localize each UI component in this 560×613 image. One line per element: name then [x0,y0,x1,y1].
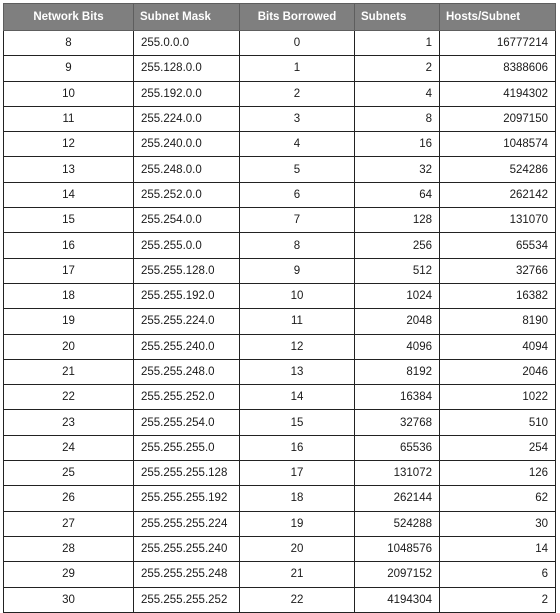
bits-borrowed-cell: 16 [240,435,355,460]
network-bits-cell: 16 [4,233,134,258]
network-bits-cell: 9 [4,56,134,81]
subnet-mask-cell: 255.255.224.0 [134,309,240,334]
subnets-cell: 4 [355,81,440,106]
table-row [4,461,556,486]
bits-borrowed-cell: 20 [240,536,355,561]
network-bits-cell: 24 [4,435,134,460]
bits-borrowed-cell: 9 [240,258,355,283]
subnets-cell: 2097152 [355,562,440,587]
subnets-cell: 524288 [355,511,440,536]
table-row [4,81,556,106]
subnet-table [3,3,556,613]
table-row [4,56,556,81]
table-row [4,258,556,283]
table-row [4,132,556,157]
table-body [4,31,556,613]
hosts-per-subnet-cell: 510 [440,410,556,435]
network-bits-cell: 29 [4,562,134,587]
bits-borrowed-cell: 18 [240,486,355,511]
hosts-per-subnet-cell: 32766 [440,258,556,283]
subnet-mask-cell: 255.255.255.128 [134,461,240,486]
subnets-cell: 131072 [355,461,440,486]
column-header-bits-borrowed: Bits Borrowed [240,4,355,31]
subnet-mask-cell: 255.255.248.0 [134,359,240,384]
network-bits-cell: 22 [4,385,134,410]
bits-borrowed-cell: 19 [240,511,355,536]
subnets-cell: 32768 [355,410,440,435]
table-row [4,435,556,460]
hosts-per-subnet-cell: 254 [440,435,556,460]
bits-borrowed-cell: 8 [240,233,355,258]
subnet-mask-cell: 255.255.255.192 [134,486,240,511]
subnet-mask-cell: 255.248.0.0 [134,157,240,182]
subnet-mask-cell: 255.255.254.0 [134,410,240,435]
subnets-cell: 256 [355,233,440,258]
subnets-cell: 16 [355,132,440,157]
subnets-cell: 8192 [355,359,440,384]
network-bits-cell: 10 [4,81,134,106]
bits-borrowed-cell: 21 [240,562,355,587]
network-bits-cell: 26 [4,486,134,511]
table-row [4,359,556,384]
subnets-cell: 2 [355,56,440,81]
network-bits-cell: 12 [4,132,134,157]
subnet-mask-cell: 255.224.0.0 [134,106,240,131]
network-bits-cell: 11 [4,106,134,131]
table-row [4,31,556,56]
hosts-per-subnet-cell: 2046 [440,359,556,384]
bits-borrowed-cell: 12 [240,334,355,359]
hosts-per-subnet-cell: 8190 [440,309,556,334]
hosts-per-subnet-cell: 14 [440,536,556,561]
hosts-per-subnet-cell: 126 [440,461,556,486]
table-row [4,106,556,131]
hosts-per-subnet-cell: 4094 [440,334,556,359]
subnet-mask-cell: 255.255.255.248 [134,562,240,587]
subnets-cell: 1024 [355,283,440,308]
network-bits-cell: 27 [4,511,134,536]
subnets-cell: 1048576 [355,536,440,561]
hosts-per-subnet-cell: 1048574 [440,132,556,157]
subnets-cell: 32 [355,157,440,182]
subnet-mask-cell: 255.255.128.0 [134,258,240,283]
table-row [4,511,556,536]
network-bits-cell: 14 [4,182,134,207]
subnets-cell: 262144 [355,486,440,511]
hosts-per-subnet-cell: 2 [440,587,556,612]
table-row [4,385,556,410]
bits-borrowed-cell: 10 [240,283,355,308]
hosts-per-subnet-cell: 30 [440,511,556,536]
bits-borrowed-cell: 4 [240,132,355,157]
subnets-cell: 65536 [355,435,440,460]
subnet-mask-cell: 255.255.255.252 [134,587,240,612]
table-row [4,157,556,182]
hosts-per-subnet-cell: 2097150 [440,106,556,131]
network-bits-cell: 25 [4,461,134,486]
table-row [4,587,556,612]
bits-borrowed-cell: 17 [240,461,355,486]
subnets-cell: 4096 [355,334,440,359]
bits-borrowed-cell: 14 [240,385,355,410]
column-header-network-bits: Network Bits [4,4,134,31]
subnets-cell: 4194304 [355,587,440,612]
column-header-subnet-mask: Subnet Mask [134,4,240,31]
subnet-mask-cell: 255.128.0.0 [134,56,240,81]
header-row [4,4,556,31]
subnets-cell: 1 [355,31,440,56]
hosts-per-subnet-cell: 524286 [440,157,556,182]
network-bits-cell: 18 [4,283,134,308]
network-bits-cell: 17 [4,258,134,283]
subnets-cell: 2048 [355,309,440,334]
hosts-per-subnet-cell: 16777214 [440,31,556,56]
bits-borrowed-cell: 15 [240,410,355,435]
subnet-mask-cell: 255.192.0.0 [134,81,240,106]
subnet-mask-cell: 255.255.192.0 [134,283,240,308]
network-bits-cell: 28 [4,536,134,561]
hosts-per-subnet-cell: 6 [440,562,556,587]
subnet-mask-cell: 255.255.255.0 [134,435,240,460]
table-row [4,233,556,258]
table-row [4,283,556,308]
subnet-mask-cell: 255.255.240.0 [134,334,240,359]
network-bits-cell: 15 [4,208,134,233]
bits-borrowed-cell: 13 [240,359,355,384]
subnets-cell: 64 [355,182,440,207]
subnet-mask-cell: 255.255.0.0 [134,233,240,258]
hosts-per-subnet-cell: 16382 [440,283,556,308]
network-bits-cell: 30 [4,587,134,612]
bits-borrowed-cell: 0 [240,31,355,56]
table-row [4,309,556,334]
subnet-mask-cell: 255.240.0.0 [134,132,240,157]
table-row [4,562,556,587]
bits-borrowed-cell: 1 [240,56,355,81]
table-row [4,536,556,561]
subnet-table-container [3,3,556,613]
network-bits-cell: 19 [4,309,134,334]
bits-borrowed-cell: 7 [240,208,355,233]
table-row [4,182,556,207]
bits-borrowed-cell: 5 [240,157,355,182]
hosts-per-subnet-cell: 62 [440,486,556,511]
subnet-mask-cell: 255.0.0.0 [134,31,240,56]
hosts-per-subnet-cell: 8388606 [440,56,556,81]
table-row [4,486,556,511]
hosts-per-subnet-cell: 65534 [440,233,556,258]
hosts-per-subnet-cell: 4194302 [440,81,556,106]
subnet-mask-cell: 255.255.252.0 [134,385,240,410]
bits-borrowed-cell: 3 [240,106,355,131]
subnets-cell: 16384 [355,385,440,410]
bits-borrowed-cell: 2 [240,81,355,106]
subnets-cell: 128 [355,208,440,233]
subnet-mask-cell: 255.255.255.224 [134,511,240,536]
table-row [4,410,556,435]
network-bits-cell: 21 [4,359,134,384]
subnet-mask-cell: 255.254.0.0 [134,208,240,233]
network-bits-cell: 13 [4,157,134,182]
subnet-mask-cell: 255.252.0.0 [134,182,240,207]
hosts-per-subnet-cell: 1022 [440,385,556,410]
network-bits-cell: 20 [4,334,134,359]
subnets-cell: 512 [355,258,440,283]
bits-borrowed-cell: 22 [240,587,355,612]
bits-borrowed-cell: 11 [240,309,355,334]
hosts-per-subnet-cell: 131070 [440,208,556,233]
table-row [4,208,556,233]
bits-borrowed-cell: 6 [240,182,355,207]
subnets-cell: 8 [355,106,440,131]
table-row [4,334,556,359]
hosts-per-subnet-cell: 262142 [440,182,556,207]
network-bits-cell: 8 [4,31,134,56]
column-header-hosts-per-subnet: Hosts/Subnet [440,4,556,31]
subnet-mask-cell: 255.255.255.240 [134,536,240,561]
network-bits-cell: 23 [4,410,134,435]
column-header-subnets: Subnets [355,4,440,31]
